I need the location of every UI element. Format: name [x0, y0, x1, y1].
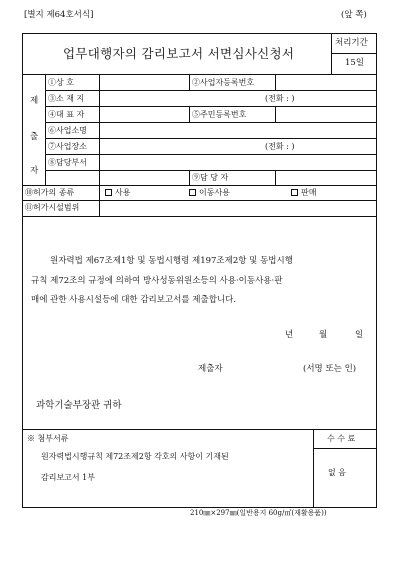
applicant-label-1: 제: [30, 96, 39, 106]
address-label: ③소 재 지: [48, 94, 85, 103]
representative-label: ④대 표 자: [48, 110, 85, 119]
applicant-label-2: 출: [30, 132, 39, 142]
body-line-2: 규칙 제72조의 규정에 의하여 방사성동위원소등의 사용·이동사용·판: [31, 276, 283, 286]
recipient: 과학기술부장관 귀하: [36, 400, 122, 411]
processing-period-label: 처리기간: [335, 38, 368, 48]
date-month: 월: [319, 330, 328, 340]
date-year: 년: [285, 330, 294, 340]
date-day: 일: [355, 330, 364, 340]
resident-reg-no-label: ⑤주민등록번호: [192, 110, 247, 119]
contact-person-label: ⑨담 당 자: [192, 173, 229, 182]
form-number: [별지 제64호서식]: [24, 10, 94, 20]
business-location-label: ⑦사업장소: [48, 142, 87, 151]
attachments-line-2: 감리보고서 1부: [41, 473, 96, 482]
business-name-label: ⑥사업소명: [48, 126, 87, 135]
fee-label: 수 수 료: [327, 434, 356, 443]
form-title: 업무대행자의 감리보고서 서면심사신청서: [63, 46, 295, 61]
fee-value: 없 음: [328, 468, 346, 477]
permit-type-label: ⑩허가의 종류: [25, 188, 75, 197]
submitter-label: 제출자: [198, 364, 223, 374]
trade-name-label: ①상 호: [48, 78, 74, 87]
phone-2: (전화 : ): [265, 142, 295, 151]
checkbox-mobile-use[interactable]: [189, 189, 196, 196]
manager-label: ⑧담당부서: [48, 158, 87, 167]
facility-scope-label: ⑪허가시설범위: [25, 203, 80, 212]
paper-spec-footer: 210㎜×297㎜(일반용지 60g/㎡(재활용품)): [190, 509, 327, 517]
business-reg-no-label: ②사업자등록번호: [192, 78, 255, 87]
option-sale-label: 판매: [301, 188, 317, 197]
processing-period-value: 15일: [345, 58, 365, 68]
attachments-label: ※ 첨부서류: [27, 434, 69, 443]
page-side-label: (앞 쪽): [341, 10, 367, 20]
checkbox-use[interactable]: [105, 189, 112, 196]
application-form: [22, 33, 377, 508]
option-use-label: 사용: [115, 188, 131, 197]
checkbox-sale[interactable]: [291, 189, 298, 196]
body-line-3: 매에 관한 사용시설등에 대한 감리보고서를 제출합니다.: [31, 295, 237, 305]
applicant-label-3: 자: [30, 166, 39, 176]
attachments-line-1: 원자력법시행규칙 제72조제2항 각호의 사항이 기재된: [41, 452, 229, 461]
signature-label: (서명 또는 인): [303, 364, 357, 374]
body-line-1: 원자력법 제67조제1항 및 동법시행령 제197조제2항 및 동법시행: [50, 256, 293, 266]
phone-1: (전화 : ): [265, 94, 295, 103]
option-sale[interactable]: [291, 189, 316, 197]
option-mobile-use-label: 이동사용: [199, 188, 230, 197]
option-use[interactable]: [105, 189, 130, 197]
option-mobile-use[interactable]: [189, 189, 230, 197]
